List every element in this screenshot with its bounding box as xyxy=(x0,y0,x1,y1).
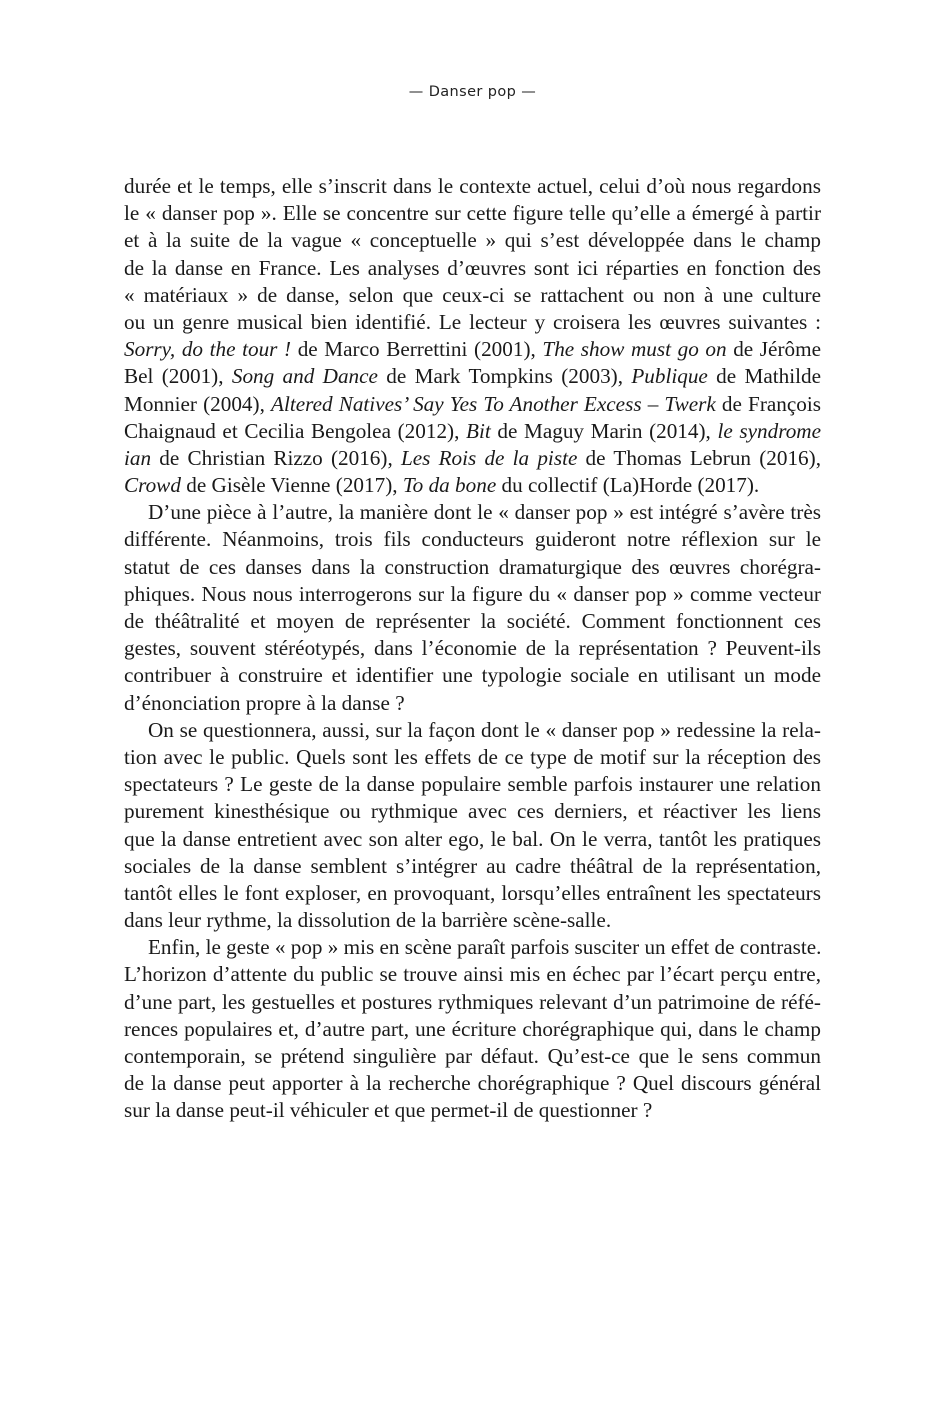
italic-title: ian xyxy=(124,445,152,470)
text-segment: de la danse en France. Les analyses d’œuvres sont ici réparties en fonction des xyxy=(124,255,821,280)
text-segment: phiques. Nous nous interrogerons sur la figure du « danser pop » comme vecteur xyxy=(124,581,821,606)
text-line xyxy=(124,173,821,200)
text-line xyxy=(124,255,821,282)
text-line xyxy=(124,336,821,363)
italic-title: Les Rois de la piste xyxy=(400,445,578,470)
text-line xyxy=(124,853,821,880)
text-segment: de Thomas Lebrun (2016), xyxy=(577,445,821,470)
italic-title: The show must go on xyxy=(542,337,727,362)
text-line xyxy=(124,499,821,526)
text-line xyxy=(124,744,821,771)
italic-title: Publique xyxy=(631,364,708,389)
text-line xyxy=(124,771,821,798)
text-line xyxy=(124,282,821,309)
text-line xyxy=(124,635,821,662)
text-segment: ou un genre musical bien identifié. Le lecteur y croisera les œuvres suivantes : xyxy=(124,309,821,334)
text-segment: de Christian Rizzo (2016), xyxy=(151,445,401,470)
text-segment: gestes, souvent stéréotypés, dans l’économie de la représentation ? Peuvent-ils xyxy=(124,636,821,661)
text-segment: D’une pièce à l’autre, la manière dont le « danser pop » est intégré s’avère très xyxy=(148,500,821,525)
italic-title: Sorry, do the tour ! xyxy=(124,337,292,362)
text-segment: tion avec le public. Quels sont les effets de ce type de motif sur la réception des xyxy=(124,744,821,769)
italic-title: To da bone xyxy=(402,473,497,498)
italic-title: Altered Natives’ Say Yes To Another Excess – Twerk xyxy=(271,391,716,416)
text-line xyxy=(124,227,821,254)
text-line xyxy=(124,1097,821,1124)
text-line xyxy=(124,798,821,825)
text-line xyxy=(124,1016,821,1043)
body-text xyxy=(124,173,821,1125)
text-segment: de Mark Tompkins (2003), xyxy=(377,364,632,389)
text-line xyxy=(124,880,821,907)
text-line xyxy=(124,1070,821,1097)
italic-title: Song and Dance xyxy=(231,364,378,389)
text-segment: L’horizon d’attente du public se trouve ainsi mis en échec par l’écart perçu entre, xyxy=(124,962,821,987)
italic-title: Bit xyxy=(466,418,491,443)
text-segment: de Mathilde xyxy=(707,364,821,389)
text-segment: de Marco Berrettini (2001), xyxy=(291,337,543,362)
text-segment: spectateurs ? Le geste de la danse populaire semble parfois instaurer une relation xyxy=(124,772,821,797)
text-segment: durée et le temps, elle s’inscrit dans le contexte actuel, celui d’où nous regardons xyxy=(124,174,821,198)
text-segment: de Maguy Marin (2014), xyxy=(490,418,718,443)
text-line xyxy=(124,445,821,472)
text-segment: et à la suite de la vague « conceptuelle » qui s’est développée dans le champ xyxy=(124,228,821,253)
text-segment: contemporain, se prétend singulière par défaut. Qu’est-ce que le sens commun xyxy=(124,1044,821,1068)
text-line xyxy=(124,826,821,853)
text-line xyxy=(124,907,821,934)
text-line xyxy=(124,961,821,988)
text-segment: tantôt elles le font exploser, en provoquant, lorsqu’elles entraînent les spectateurs xyxy=(124,880,821,905)
text-segment: de Gisèle Vienne (2017), xyxy=(180,473,403,498)
text-segment: contribuer à construire et identifier une typologie sociale en utilisant un mode xyxy=(124,663,821,688)
text-line xyxy=(124,717,821,744)
text-line xyxy=(124,662,821,689)
text-line xyxy=(124,934,821,961)
text-segment: Bel (2001), xyxy=(124,364,232,389)
text-segment: Monnier (2004), xyxy=(124,391,271,416)
text-line xyxy=(124,200,821,227)
text-segment: statut de ces danses dans la construction dramaturgique des œuvres chorégra- xyxy=(124,554,821,579)
text-segment: sur la danse peut-il véhiculer et que permet-il de questionner ? xyxy=(124,1098,653,1123)
text-segment: rences populaires et, d’autre part, une écriture chorégraphique qui, dans le champ xyxy=(124,1016,821,1041)
text-segment: de François xyxy=(715,391,822,416)
running-head: — Danser pop — xyxy=(408,84,537,100)
italic-title: le syndrome xyxy=(717,418,821,443)
text-line xyxy=(124,418,821,445)
text-line xyxy=(124,309,821,336)
text-segment: de la danse peut apporter à la recherche chorégraphique ? Quel discours général xyxy=(124,1071,821,1096)
text-segment: Enfin, le geste « pop » mis en scène paraît parfois susciter un effet de contraste. xyxy=(148,935,822,960)
text-segment: « matériaux » de danse, selon que ceux-ci se rattachent ou non à une culture xyxy=(124,282,821,307)
text-line xyxy=(124,690,821,717)
text-segment: dans leur rythme, la dissolution de la barrière scène-salle. xyxy=(124,908,612,933)
text-segment: purement kinesthésique ou rythmique avec ces derniers, et réactiver les liens xyxy=(124,799,821,824)
text-line xyxy=(124,472,821,499)
text-segment: Chaignaud et Cecilia Bengolea (2012), xyxy=(124,418,467,443)
text-segment: d’énonciation propre à la danse ? xyxy=(124,690,405,715)
text-line xyxy=(124,1043,821,1070)
text-segment: sociales de la danse semblent s’intégrer au cadre théâtral de la représentation, xyxy=(124,853,821,878)
text-segment: de Jérôme xyxy=(726,337,821,362)
text-segment: d’une part, les gestuelles et postures rythmiques relevant d’un patrimoine de réfé- xyxy=(124,989,821,1014)
text-line xyxy=(124,554,821,581)
text-segment: le « danser pop ». Elle se concentre sur cette figure telle qu’elle a émergé à partir xyxy=(124,201,821,226)
text-line xyxy=(124,608,821,635)
text-segment: différente. Néanmoins, trois fils conducteurs guideront notre réflexion sur le xyxy=(124,527,821,552)
text-line xyxy=(124,526,821,553)
italic-title: Crowd xyxy=(124,473,181,498)
text-line xyxy=(124,363,821,390)
text-line xyxy=(124,391,821,418)
text-segment: de théâtralité et moyen de représenter la société. Comment fonctionnent ces xyxy=(124,609,821,633)
text-segment: que la danse entretient avec son alter ego, le bal. On le verra, tantôt les pratiques xyxy=(124,826,821,851)
text-line xyxy=(124,581,821,608)
text-segment: On se questionnera, aussi, sur la façon dont le « danser pop » redessine la rela- xyxy=(148,717,821,742)
text-segment: du collectif (La)Horde (2017). xyxy=(496,473,760,498)
text-line xyxy=(124,989,821,1016)
